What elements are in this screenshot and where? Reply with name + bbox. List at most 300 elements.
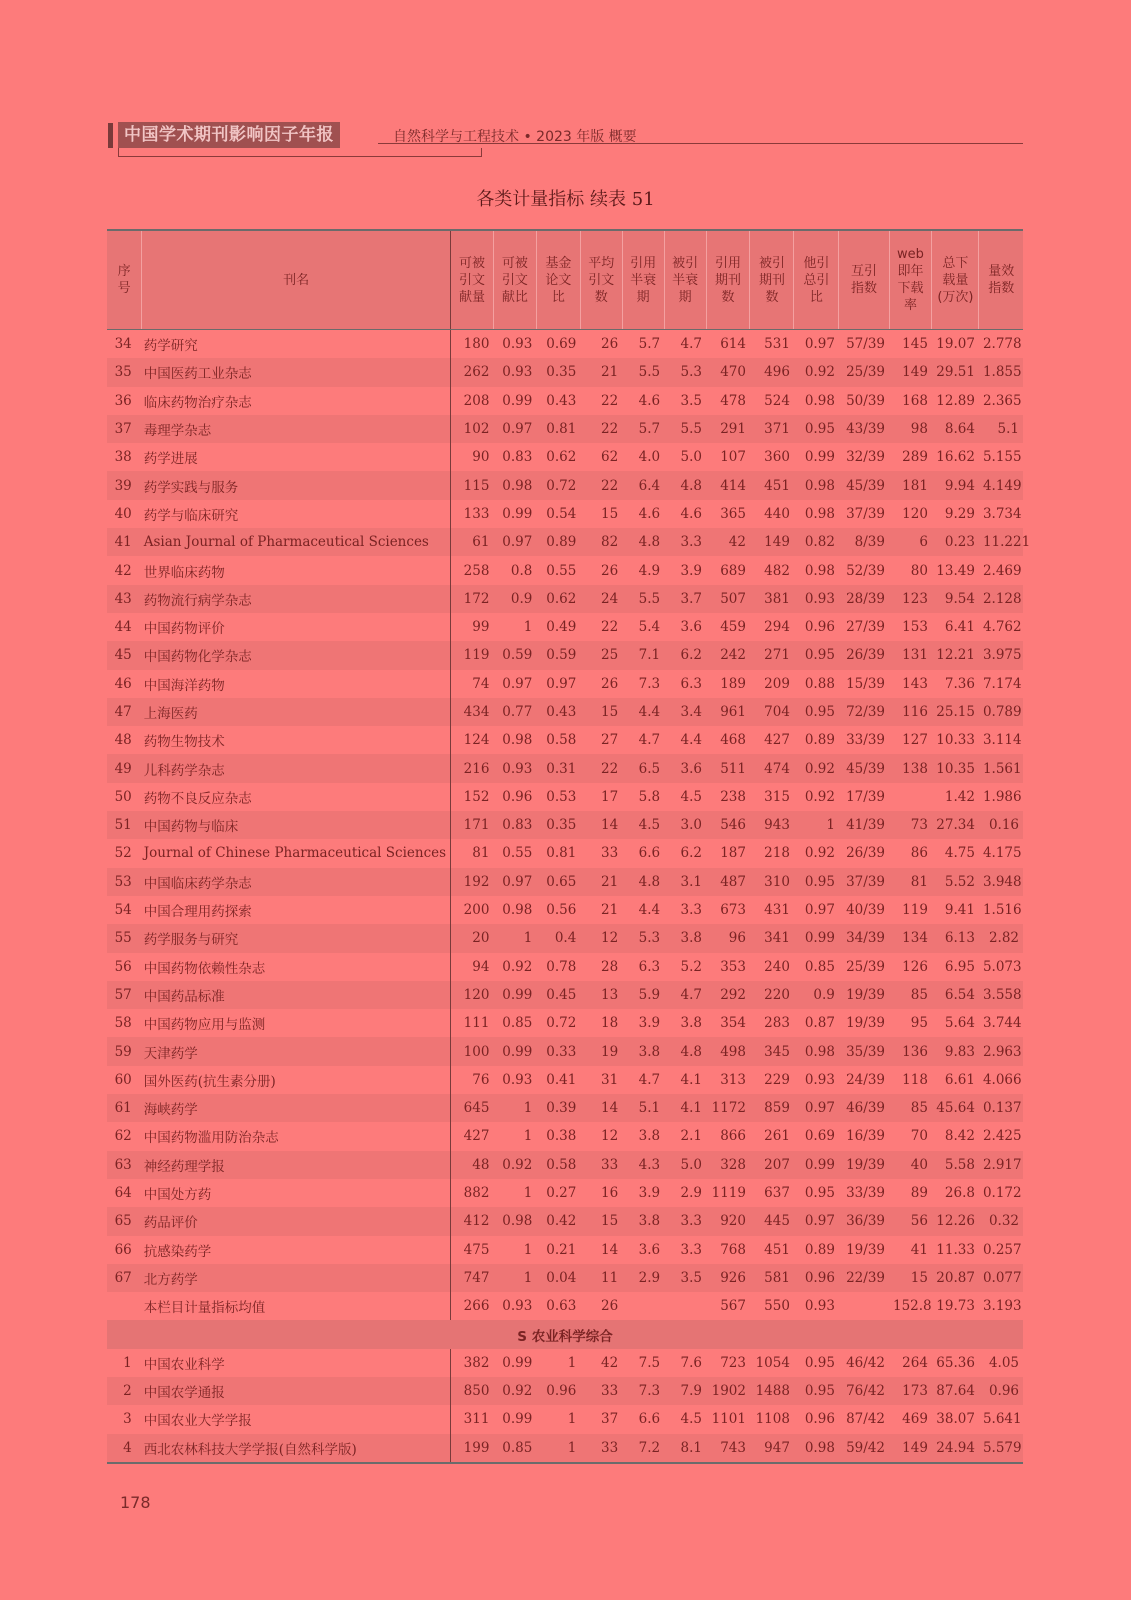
column-header [622,230,664,330]
metric-cell: 0.78 [536,953,580,981]
metric-cell [889,783,932,811]
metric-cell: 52/39 [839,556,889,584]
metrics-table [107,229,1031,1464]
metric-cell: 26.8 [932,1179,979,1207]
column-header [107,230,142,330]
metric-cell: 507 [706,585,750,613]
journal-name: 药物不良反应杂志 [142,783,451,811]
metric-cell: 8.1 [664,1434,706,1463]
column-header-label: 被引 期刊 数 [758,255,785,305]
table-row [107,868,1023,896]
journal-name: 中国药品标准 [142,981,451,1009]
metric-cell: 5.2 [664,953,706,981]
table-row [107,556,1023,584]
metric-cell: 7.3 [622,670,664,698]
column-header [932,230,979,330]
metric-cell: 4.1 [664,1094,706,1122]
metric-cell: 70 [889,1122,932,1150]
metric-cell: 381 [750,585,794,613]
metric-cell: 581 [750,1264,794,1292]
metric-cell: 102 [450,415,493,443]
journal-name: 中国农业科学 [142,1349,451,1377]
metric-cell: 153 [889,613,932,641]
column-header [839,230,889,330]
metric-cell: 50/39 [839,387,889,415]
metric-cell: 12 [580,924,622,952]
metric-cell: 27/39 [839,613,889,641]
metric-cell: 4.4 [664,726,706,754]
metric-cell: 947 [750,1434,794,1463]
metric-cell: 6.5 [622,754,664,782]
metric-cell: 0.55 [536,556,580,584]
header-accent-bar [108,123,113,148]
table-row [107,358,1023,386]
metric-cell: 434 [450,698,493,726]
journal-name: 药学实践与服务 [142,471,451,499]
metric-cell: 0.65 [536,868,580,896]
metric-cell: 0.38 [536,1122,580,1150]
metric-cell: 961 [706,698,750,726]
metric-cell: 498 [706,1037,750,1065]
metric-cell: 0.96 [536,1377,580,1405]
table-row [107,1094,1023,1122]
row-number: 46 [107,670,142,698]
metric-cell: 5.1 [622,1094,664,1122]
metric-cell: 22 [580,387,622,415]
metric-cell: 0.96 [794,613,839,641]
metric-cell: 82 [580,528,622,556]
table-row [107,896,1023,924]
journal-name: 本栏目计量指标均值 [142,1292,451,1320]
metric-cell: 35/39 [839,1037,889,1065]
metric-cell: 0.16 [979,811,1023,839]
metric-cell: 65.36 [932,1349,979,1377]
metric-cell: 0.98 [794,387,839,415]
metric-cell: 926 [706,1264,750,1292]
metric-cell: 0.49 [536,613,580,641]
metric-cell: 145 [889,330,932,359]
row-number: 2 [107,1377,142,1405]
metric-cell: 20 [450,924,493,952]
metric-cell: 6.6 [622,1405,664,1433]
metric-cell: 4.8 [622,868,664,896]
journal-name: 药学研究 [142,330,451,359]
metric-cell: 81 [889,868,932,896]
metric-cell: 271 [750,641,794,669]
metric-cell: 0.97 [794,1094,839,1122]
metric-cell [664,1292,706,1320]
metric-cell: 10.35 [932,754,979,782]
metric-cell: 15 [889,1264,932,1292]
metric-cell: 0.43 [536,698,580,726]
metric-cell: 0.35 [536,358,580,386]
metric-cell: 25 [580,641,622,669]
metric-cell: 0.89 [794,726,839,754]
metric-cell: 216 [450,754,493,782]
metric-cell: 0.97 [493,415,536,443]
metric-cell: 0.93 [493,1292,536,1320]
metric-cell: 0.63 [536,1292,580,1320]
metric-cell: 171 [450,811,493,839]
metric-cell: 747 [450,1264,493,1292]
metric-cell: 4.6 [622,387,664,415]
metric-cell: 1.561 [979,754,1023,782]
journal-name: 中国药物滥用防治杂志 [142,1122,451,1150]
metric-cell: 152 [450,783,493,811]
table-row [107,1179,1023,1207]
row-number: 65 [107,1207,142,1235]
table-row [107,1009,1023,1037]
metric-cell: 3.9 [622,1179,664,1207]
row-number: 3 [107,1405,142,1433]
metric-cell: 28/39 [839,585,889,613]
metric-cell: 0.98 [493,471,536,499]
metric-cell: 3.4 [664,698,706,726]
metric-cell: 0.92 [794,358,839,386]
metric-cell: 3.744 [979,1009,1023,1037]
metric-cell: 14 [580,1094,622,1122]
metric-cell: 46/42 [839,1349,889,1377]
metric-cell: 2.778 [979,330,1023,359]
metric-cell: 5.5 [664,415,706,443]
journal-name: 中国海洋药物 [142,670,451,698]
metric-cell: 1.516 [979,896,1023,924]
row-number: 50 [107,783,142,811]
metric-cell: 6.6 [622,839,664,867]
metric-cell [622,1292,664,1320]
metric-cell: 173 [889,1377,932,1405]
metric-cell: 0.92 [794,783,839,811]
metric-cell: 45.64 [932,1094,979,1122]
metric-cell: 18 [580,1009,622,1037]
metric-cell: 0.4 [536,924,580,952]
metric-cell: 9.94 [932,471,979,499]
metric-cell: 1108 [750,1405,794,1433]
metric-cell: 9.54 [932,585,979,613]
metric-cell: 0.98 [493,896,536,924]
metric-cell: 943 [750,811,794,839]
metric-cell: 6 [889,528,932,556]
metric-cell: 689 [706,556,750,584]
metric-cell: 7.2 [622,1434,664,1463]
metric-cell: 0.62 [536,443,580,471]
metric-cell: 2.963 [979,1037,1023,1065]
metric-cell: 61 [450,528,493,556]
metric-cell: 1 [493,924,536,952]
metric-cell: 412 [450,1207,493,1235]
metric-cell: 920 [706,1207,750,1235]
column-header-label: web 即年 下载 率 [897,247,924,313]
journal-name: 海峡药学 [142,1094,451,1122]
row-number: 48 [107,726,142,754]
metric-cell: 95 [889,1009,932,1037]
metric-cell: 229 [750,1066,794,1094]
metric-cell: 614 [706,330,750,359]
metric-cell: 673 [706,896,750,924]
metric-cell: 0.95 [794,1179,839,1207]
metric-cell: 5.0 [664,443,706,471]
metric-cell: 33 [580,1151,622,1179]
metric-cell: 5.0 [664,1151,706,1179]
metric-cell: 12.26 [932,1207,979,1235]
metric-cell: 0.99 [493,1037,536,1065]
metric-cell: 19.73 [932,1292,979,1320]
metric-cell: 134 [889,924,932,952]
metric-cell: 6.54 [932,981,979,1009]
metric-cell: 136 [889,1037,932,1065]
metric-cell: 22 [580,754,622,782]
metric-cell: 0.96 [794,1264,839,1292]
metric-cell: 37 [580,1405,622,1433]
metric-cell: 0.89 [536,528,580,556]
metric-cell: 76 [450,1066,493,1094]
metric-cell: 0.93 [493,330,536,359]
metric-cell: 0.45 [536,981,580,1009]
row-number: 42 [107,556,142,584]
metric-cell: 0.9 [794,981,839,1009]
metric-cell: 12 [580,1122,622,1150]
metric-cell: 4.7 [622,1066,664,1094]
row-number: 53 [107,868,142,896]
metric-cell: 12.21 [932,641,979,669]
row-number: 39 [107,471,142,499]
metric-cell: 5.073 [979,953,1023,981]
metric-cell: 94 [450,953,493,981]
metric-cell: 36/39 [839,1207,889,1235]
metric-cell: 8.64 [932,415,979,443]
metric-cell: 0.83 [493,443,536,471]
metric-cell: 0.97 [794,1207,839,1235]
metric-cell: 40/39 [839,896,889,924]
metric-cell: 33 [580,1377,622,1405]
column-header-label: 总下 载量 (万次) [937,255,974,305]
metric-cell: 14 [580,811,622,839]
metric-cell: 637 [750,1179,794,1207]
metric-cell: 0.85 [493,1434,536,1463]
column-header [750,230,794,330]
journal-name: Journal of Chinese Pharmaceutical Sciences [142,839,451,867]
row-number: 57 [107,981,142,1009]
metric-cell: 3.948 [979,868,1023,896]
header-subtitle: 自然科学与工程技术 • 2023 年版 概要 [393,129,637,145]
metric-cell: 0.43 [536,387,580,415]
metric-cell: 43/39 [839,415,889,443]
metric-cell: 74 [450,670,493,698]
metric-cell: 8/39 [839,528,889,556]
metric-cell: 3.8 [622,1122,664,1150]
metric-cell: 266 [450,1292,493,1320]
metric-cell: 4.5 [622,811,664,839]
table-row [107,1292,1023,1320]
row-number: 43 [107,585,142,613]
metric-cell: 15/39 [839,670,889,698]
metric-cell: 475 [450,1236,493,1264]
metric-cell: 10.33 [932,726,979,754]
metric-cell: 850 [450,1377,493,1405]
metric-cell: 0.85 [493,1009,536,1037]
table-row [107,924,1023,952]
metric-cell: 310 [750,868,794,896]
metric-cell: 26 [580,330,622,359]
metric-cell: 3.3 [664,528,706,556]
metric-cell: 0.93 [794,1292,839,1320]
journal-name: 北方药学 [142,1264,451,1292]
metric-cell: 4.762 [979,613,1023,641]
metric-cell: 0.789 [979,698,1023,726]
metric-cell: 5.3 [664,358,706,386]
metric-cell: 0.81 [536,415,580,443]
metric-cell: 15 [580,500,622,528]
metric-cell: 15 [580,1207,622,1235]
metric-cell: 0.97 [493,868,536,896]
metric-cell: 0.58 [536,726,580,754]
metric-cell: 261 [750,1122,794,1150]
metric-cell: 0.85 [794,953,839,981]
metric-cell: 0.92 [794,839,839,867]
metric-cell: 262 [450,358,493,386]
metric-cell: 149 [889,358,932,386]
metric-cell: 120 [450,981,493,1009]
metric-cell: 13 [580,981,622,1009]
metric-cell: 0.87 [794,1009,839,1037]
column-header [706,230,750,330]
metric-cell: 468 [706,726,750,754]
metric-cell: 19.07 [932,330,979,359]
metric-cell: 26/39 [839,839,889,867]
running-header [108,120,1023,160]
metric-cell: 187 [706,839,750,867]
metric-cell: 31 [580,1066,622,1094]
metric-cell: 1 [794,811,839,839]
metric-cell: 27 [580,726,622,754]
metric-cell: 5.5 [622,585,664,613]
column-header [493,230,536,330]
metric-cell: 292 [706,981,750,1009]
metric-cell: 37/39 [839,500,889,528]
metric-cell: 17 [580,783,622,811]
metric-cell: 119 [450,641,493,669]
metric-cell: 0.96 [794,1405,839,1433]
metric-cell: 2.82 [979,924,1023,952]
column-header-label: 被引 半衰 期 [672,255,699,305]
row-number: 44 [107,613,142,641]
metric-cell: 3.8 [622,1207,664,1235]
metric-cell: 0.62 [536,585,580,613]
metric-cell: 21 [580,896,622,924]
metric-cell: 73 [889,811,932,839]
metric-cell: 5.7 [622,415,664,443]
metric-cell: 85 [889,1094,932,1122]
metric-cell: 0.59 [493,641,536,669]
column-header [536,230,580,330]
row-number: 49 [107,754,142,782]
metric-cell: 3.193 [979,1292,1023,1320]
metric-cell: 4.7 [622,726,664,754]
journal-name: 药品评价 [142,1207,451,1235]
metric-cell: 42 [706,528,750,556]
metric-cell: 313 [706,1066,750,1094]
journal-name: 中国药物评价 [142,613,451,641]
table-row [107,698,1023,726]
row-number: 61 [107,1094,142,1122]
metric-cell: 1.986 [979,783,1023,811]
metric-cell: 59/42 [839,1434,889,1463]
row-number: 58 [107,1009,142,1037]
metric-cell: 19/39 [839,1151,889,1179]
row-number: 47 [107,698,142,726]
metric-cell: 0.98 [493,1207,536,1235]
metric-cell: 3.0 [664,811,706,839]
metric-cell: 72/39 [839,698,889,726]
metric-cell: 7.36 [932,670,979,698]
row-number: 51 [107,811,142,839]
row-number: 54 [107,896,142,924]
column-header-label: 可被 引文 献量 [458,255,485,305]
metric-cell: 7.174 [979,670,1023,698]
table-row [107,1151,1023,1179]
row-number: 63 [107,1151,142,1179]
row-number: 67 [107,1264,142,1292]
metric-cell: 172 [450,585,493,613]
metric-cell: 743 [706,1434,750,1463]
metric-cell: 3.3 [664,1207,706,1235]
metric-cell: 6.13 [932,924,979,952]
metric-cell: 859 [750,1094,794,1122]
metric-cell: 0.98 [794,556,839,584]
metric-cell: 107 [706,443,750,471]
metric-cell: 138 [889,754,932,782]
metric-cell: 0.93 [794,585,839,613]
metric-cell: 6.4 [622,471,664,499]
metric-cell: 4.05 [979,1349,1023,1377]
metric-cell: 4.9 [622,556,664,584]
row-number: 41 [107,528,142,556]
metric-cell: 22 [580,613,622,641]
metric-cell: 0.95 [794,868,839,896]
metric-cell: 45/39 [839,471,889,499]
metric-cell: 0.98 [794,500,839,528]
metric-cell: 0.92 [493,953,536,981]
metric-cell: 32/39 [839,443,889,471]
row-number: 36 [107,387,142,415]
metric-cell: 4.75 [932,839,979,867]
metric-cell: 371 [750,415,794,443]
table-body [107,330,1031,1463]
metric-cell: 382 [450,1349,493,1377]
metric-cell: 0.137 [979,1094,1023,1122]
metric-cell: 2.469 [979,556,1023,584]
table-row [107,585,1023,613]
metric-cell: 264 [889,1349,932,1377]
metric-cell: 26 [580,556,622,584]
metric-cell: 0.99 [493,1405,536,1433]
metric-cell: 0.58 [536,1151,580,1179]
metric-cell: 7.5 [622,1349,664,1377]
row-number: 38 [107,443,142,471]
metric-cell: 189 [706,670,750,698]
column-header-label: 可被 引文 献比 [501,255,528,305]
table-row [107,641,1023,669]
metric-cell: 283 [750,1009,794,1037]
metric-cell: 0.69 [794,1122,839,1150]
table-row [107,1434,1023,1463]
row-number: 45 [107,641,142,669]
metric-cell: 365 [706,500,750,528]
metric-cell: 3.3 [664,896,706,924]
table-row [107,387,1023,415]
table-row [107,443,1023,471]
journal-name: 药物流行病学杂志 [142,585,451,613]
